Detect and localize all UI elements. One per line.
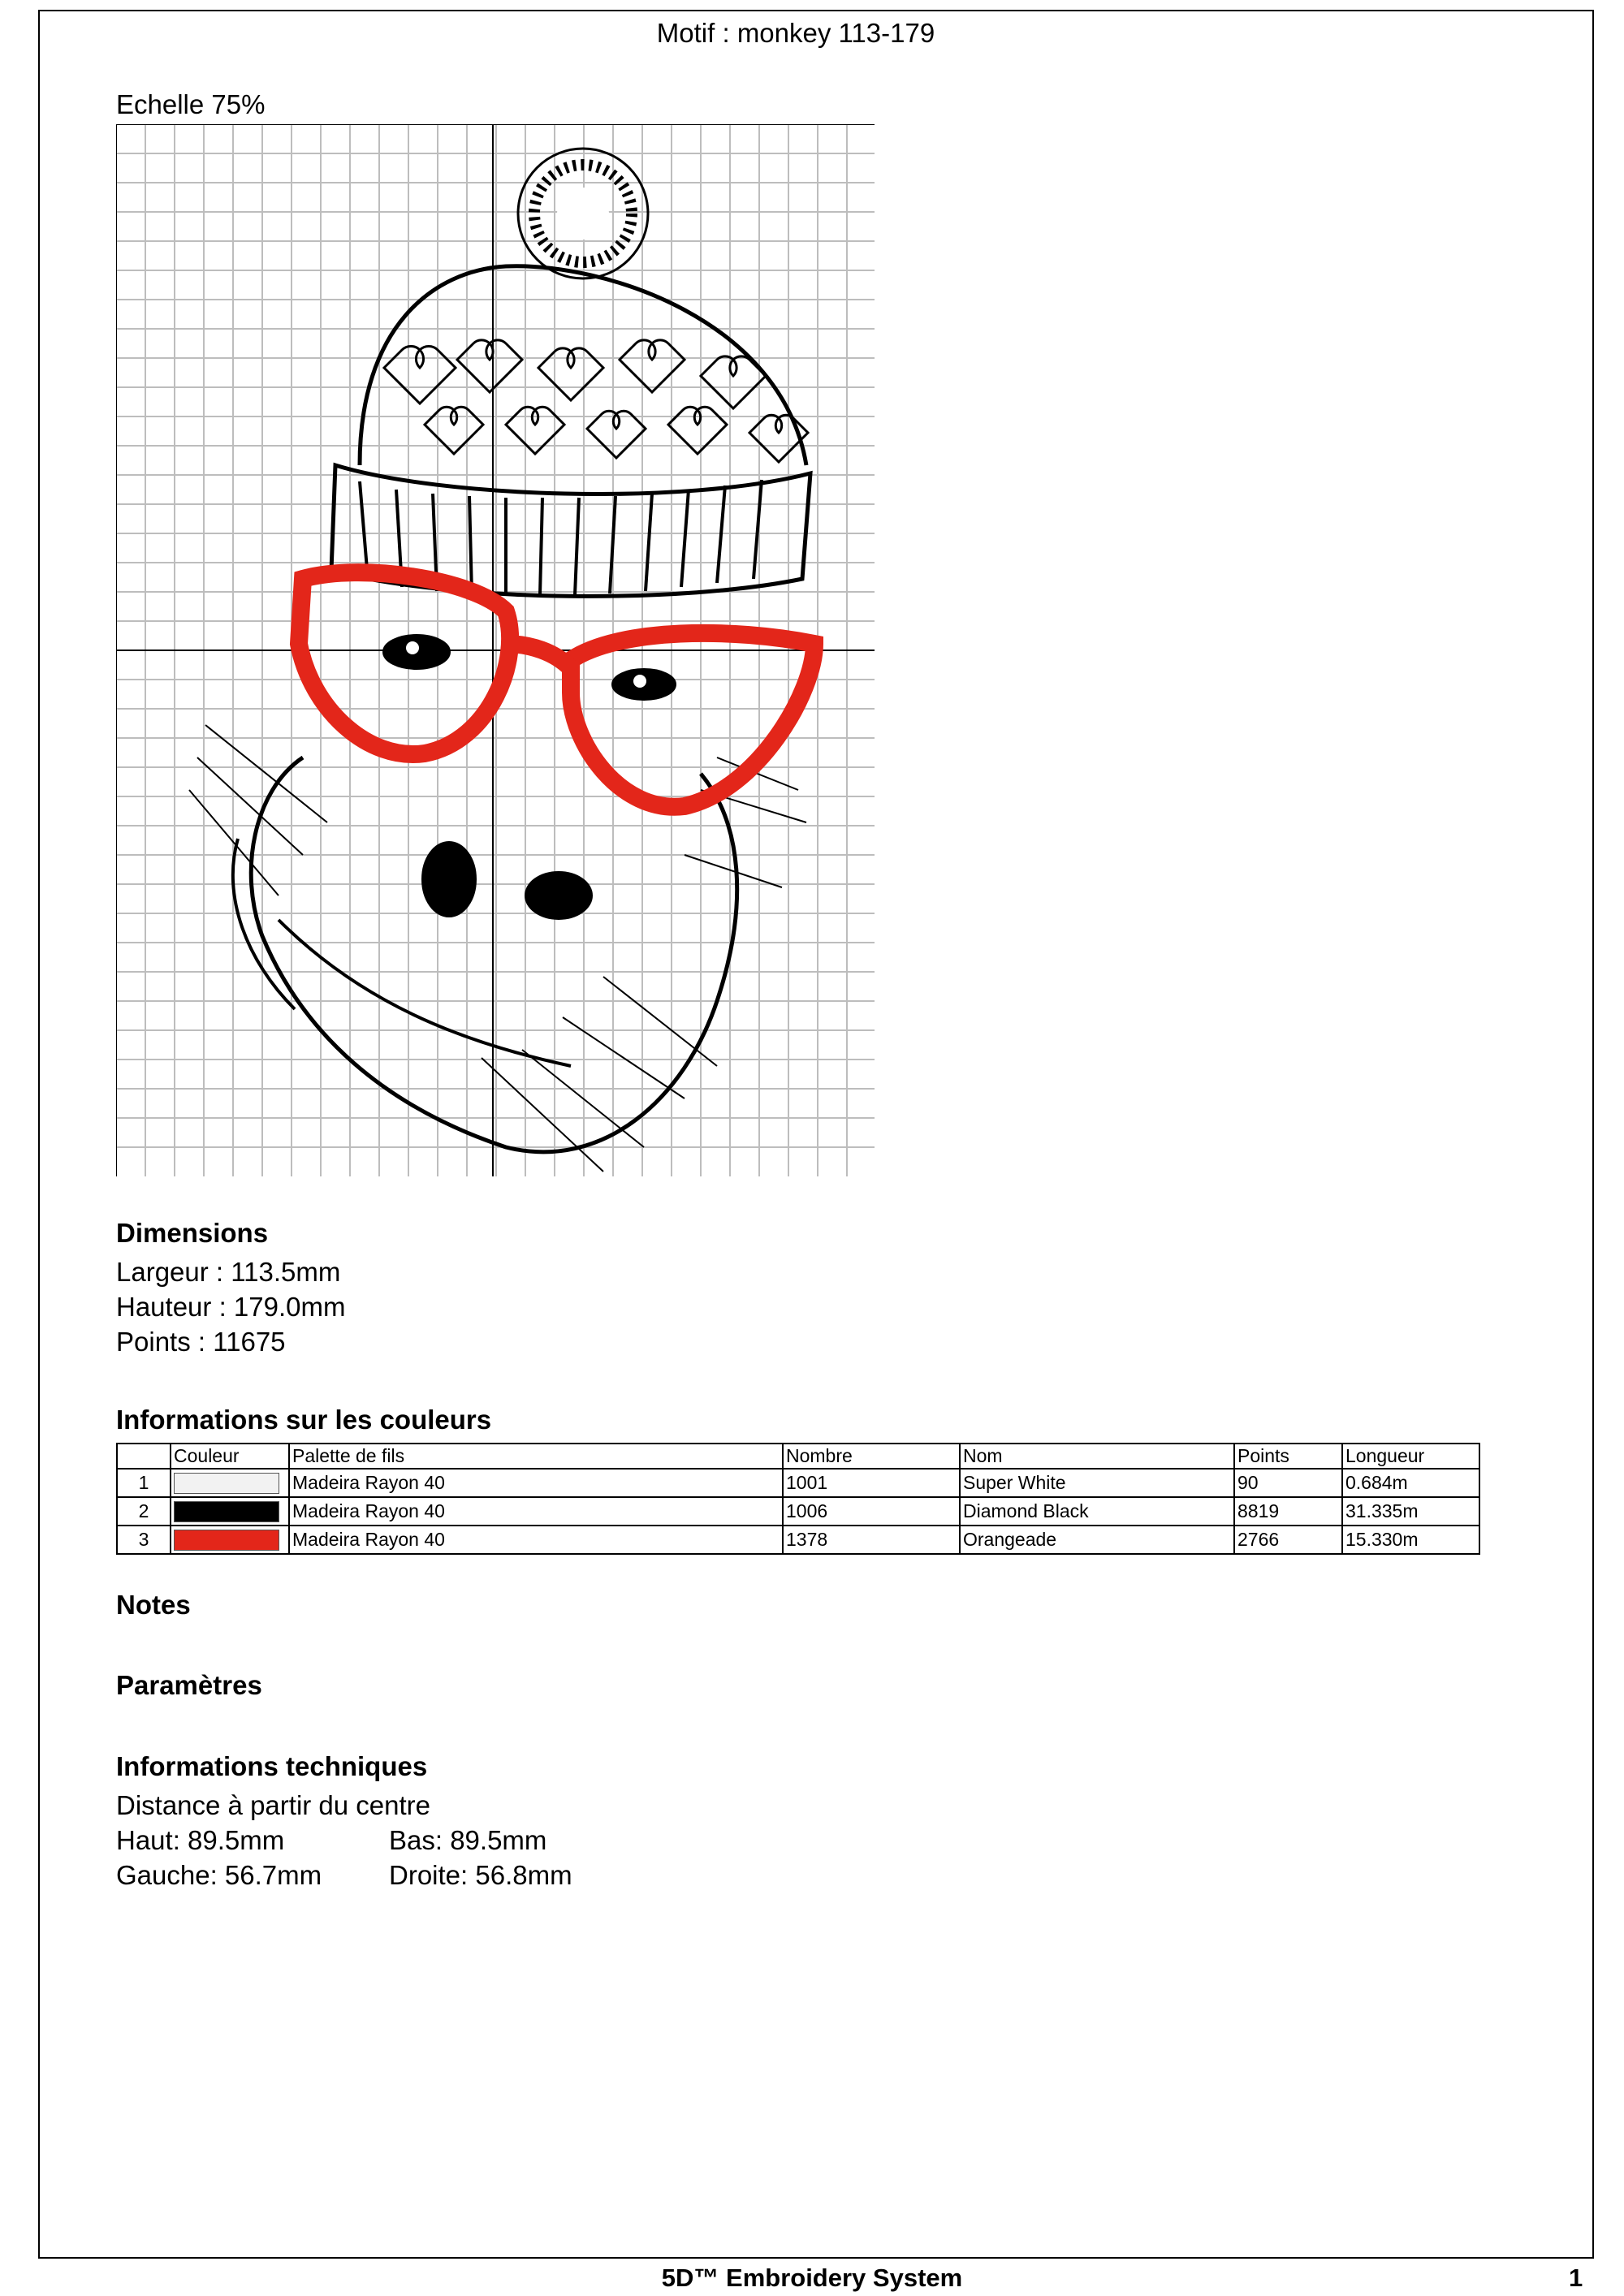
row-number: 1001 — [783, 1469, 960, 1497]
row-length: 31.335m — [1342, 1497, 1479, 1526]
design-grid — [116, 124, 875, 1176]
colors-table — [116, 1443, 1480, 1555]
color-swatch — [174, 1473, 279, 1494]
colors-heading: Informations sur les couleurs — [116, 1405, 492, 1435]
table-row — [117, 1469, 1479, 1497]
page-number: 1 — [1569, 2264, 1583, 2292]
header-points: Points — [1234, 1444, 1342, 1469]
header-name: Nom — [960, 1444, 1234, 1469]
row-palette: Madeira Rayon 40 — [289, 1526, 783, 1554]
row-points: 2766 — [1234, 1526, 1342, 1554]
tech-right: Droite: 56.8mm — [389, 1860, 572, 1890]
page-title: Motif : monkey 113-179 — [656, 18, 935, 48]
row-swatch-cell — [171, 1526, 289, 1554]
tech-heading: Informations techniques — [116, 1751, 428, 1781]
tech-left: Gauche: 56.7mm — [116, 1860, 322, 1890]
row-points: 8819 — [1234, 1497, 1342, 1526]
tech-bottom: Bas: 89.5mm — [389, 1825, 547, 1855]
row-index: 3 — [117, 1526, 171, 1554]
header-palette: Palette de fils — [289, 1444, 783, 1469]
tech-subtitle: Distance à partir du centre — [116, 1790, 431, 1820]
notes-heading: Notes — [116, 1590, 191, 1620]
width-value: Largeur : 113.5mm — [116, 1257, 341, 1287]
table-row — [117, 1497, 1479, 1526]
row-palette: Madeira Rayon 40 — [289, 1497, 783, 1526]
row-index: 2 — [117, 1497, 171, 1526]
header-length: Longueur — [1342, 1444, 1479, 1469]
scale-label: Echelle 75% — [116, 89, 266, 119]
design-preview — [116, 124, 875, 1176]
points-value: Points : 11675 — [116, 1327, 286, 1357]
color-swatch — [174, 1501, 279, 1522]
footer-brand: 5D™ Embroidery System — [661, 2264, 963, 2292]
nostril-left — [423, 843, 475, 916]
row-name: Super White — [960, 1469, 1234, 1497]
glasses-icon — [299, 572, 814, 807]
tech-top: Haut: 89.5mm — [116, 1825, 285, 1855]
header-index — [117, 1444, 171, 1469]
header-number: Nombre — [783, 1444, 960, 1469]
row-name: Orangeade — [960, 1526, 1234, 1554]
row-length: 15.330m — [1342, 1526, 1479, 1554]
nostril-right — [526, 873, 591, 918]
params-heading: Paramètres — [116, 1670, 262, 1700]
row-number: 1378 — [783, 1526, 960, 1554]
row-length: 0.684m — [1342, 1469, 1479, 1497]
colors-table-header — [117, 1444, 1479, 1469]
face-outline — [251, 757, 736, 1152]
row-swatch-cell — [171, 1469, 289, 1497]
monkey-illustration — [189, 149, 814, 1172]
header-color: Couleur — [171, 1444, 289, 1469]
color-swatch — [174, 1530, 279, 1551]
row-palette: Madeira Rayon 40 — [289, 1469, 783, 1497]
row-points: 90 — [1234, 1469, 1342, 1497]
row-name: Diamond Black — [960, 1497, 1234, 1526]
row-index: 1 — [117, 1469, 171, 1497]
height-value: Hauteur : 179.0mm — [116, 1292, 346, 1322]
dimensions-heading: Dimensions — [116, 1218, 269, 1248]
row-number: 1006 — [783, 1497, 960, 1526]
row-swatch-cell — [171, 1497, 289, 1526]
table-row — [117, 1526, 1479, 1554]
